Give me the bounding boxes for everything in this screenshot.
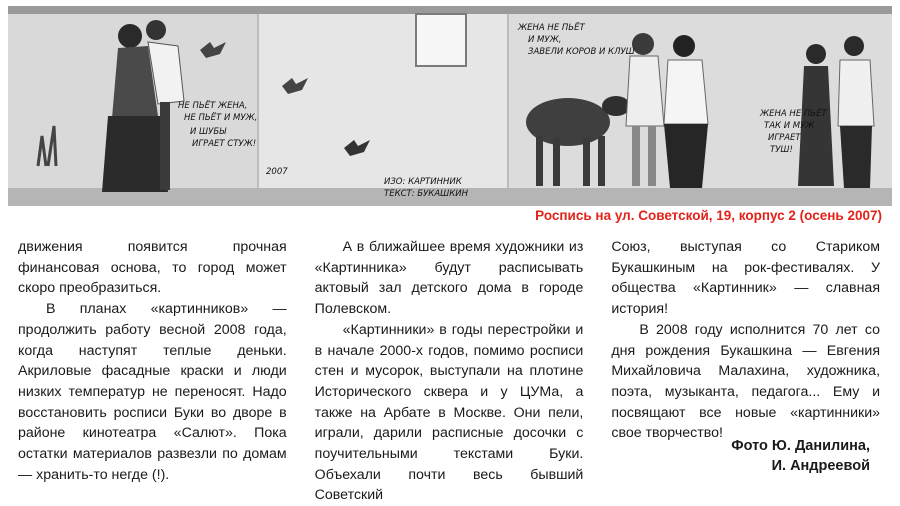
photo-credit-line-1: Фото Ю. Данилина, <box>731 438 870 454</box>
paragraph: движения появится прочная финансовая основа, то город может скоро преобразиться. <box>18 239 287 297</box>
mural-text-4: ИГРАЕТ СТУЖ! <box>192 139 257 149</box>
mural-text-13: ТЕКСТ: БУКАШКИН <box>384 189 469 199</box>
mural-illustration <box>8 6 892 206</box>
paragraph: В 2008 году исполнится 70 лет со дня рождения Букашкина — Евгения Михайловича Малахина, художника, поэта, музыканта, педагога... Ему и посвящают все новые «картинники» свое творчество! <box>611 321 881 442</box>
photo-caption: Роспись на ул. Советской, 19, корпус 2 (осень 2007) <box>535 208 882 223</box>
mural-text-6: И МУЖ, <box>528 35 562 45</box>
text-column-2 <box>314 237 584 504</box>
mural-text-5: ЖЕНА НЕ ПЬЁТ <box>518 23 585 33</box>
mural-text-14: 2007 <box>266 167 288 177</box>
mural-text-7: ЗАВЕЛИ КОРОВ И КЛУШ <box>528 47 635 57</box>
mural-text-3: И ШУБЫ <box>190 127 227 137</box>
photo-credit-line-2: И. Андреевой <box>771 458 870 474</box>
photo-credit <box>731 436 870 476</box>
paragraph: «Картинники» в годы перестройки и в начале 2000-х годов, помимо росписи стен и мусорок, выступали на плотине Исторического сквера и у ЦУМа, а также на Арбате в Москве. Они пели, играли, дарили расписные досочки с поучительными текстами Буки. Объехали почти весь бывший Советский <box>314 321 584 504</box>
mural-text-10: ИГРАЕТ <box>768 133 801 143</box>
paragraph: В планах «картинников» — продолжить работу весной 2008 года, когда наступят теплые деньки. Акриловые фасадные краски и люди низких температур не переносят. Надо восстановить росписи Буки во дворе в районе кинотеатра «Салют». Пока остатки материалов развезли по домам — хранить-то негде (!). <box>18 301 287 483</box>
paragraph: А в ближайшее время художники из «Картинника» будут расписывать актовый зал детского дома в городе Полевском. <box>314 239 584 318</box>
mural-text-12: ИЗО: КАРТИННИК <box>384 177 462 187</box>
paragraph: Союз, выступая со Стариком Букашкиным на рок-фестивалях. У общества «Картинник» — славная история! <box>611 239 881 318</box>
mural-photo <box>8 6 892 206</box>
mural-text-9: ТАК И МУЖ <box>764 121 815 131</box>
mural-text-11: ТУШ! <box>770 145 793 155</box>
mural-text-2: НЕ ПЬЁТ И МУЖ, <box>184 113 258 123</box>
mural-text-8: ЖЕНА НЕ ПЬЁТ <box>760 109 827 119</box>
text-column-1 <box>18 237 287 483</box>
mural-text-1: НЕ ПЬЁТ ЖЕНА, <box>178 101 248 111</box>
